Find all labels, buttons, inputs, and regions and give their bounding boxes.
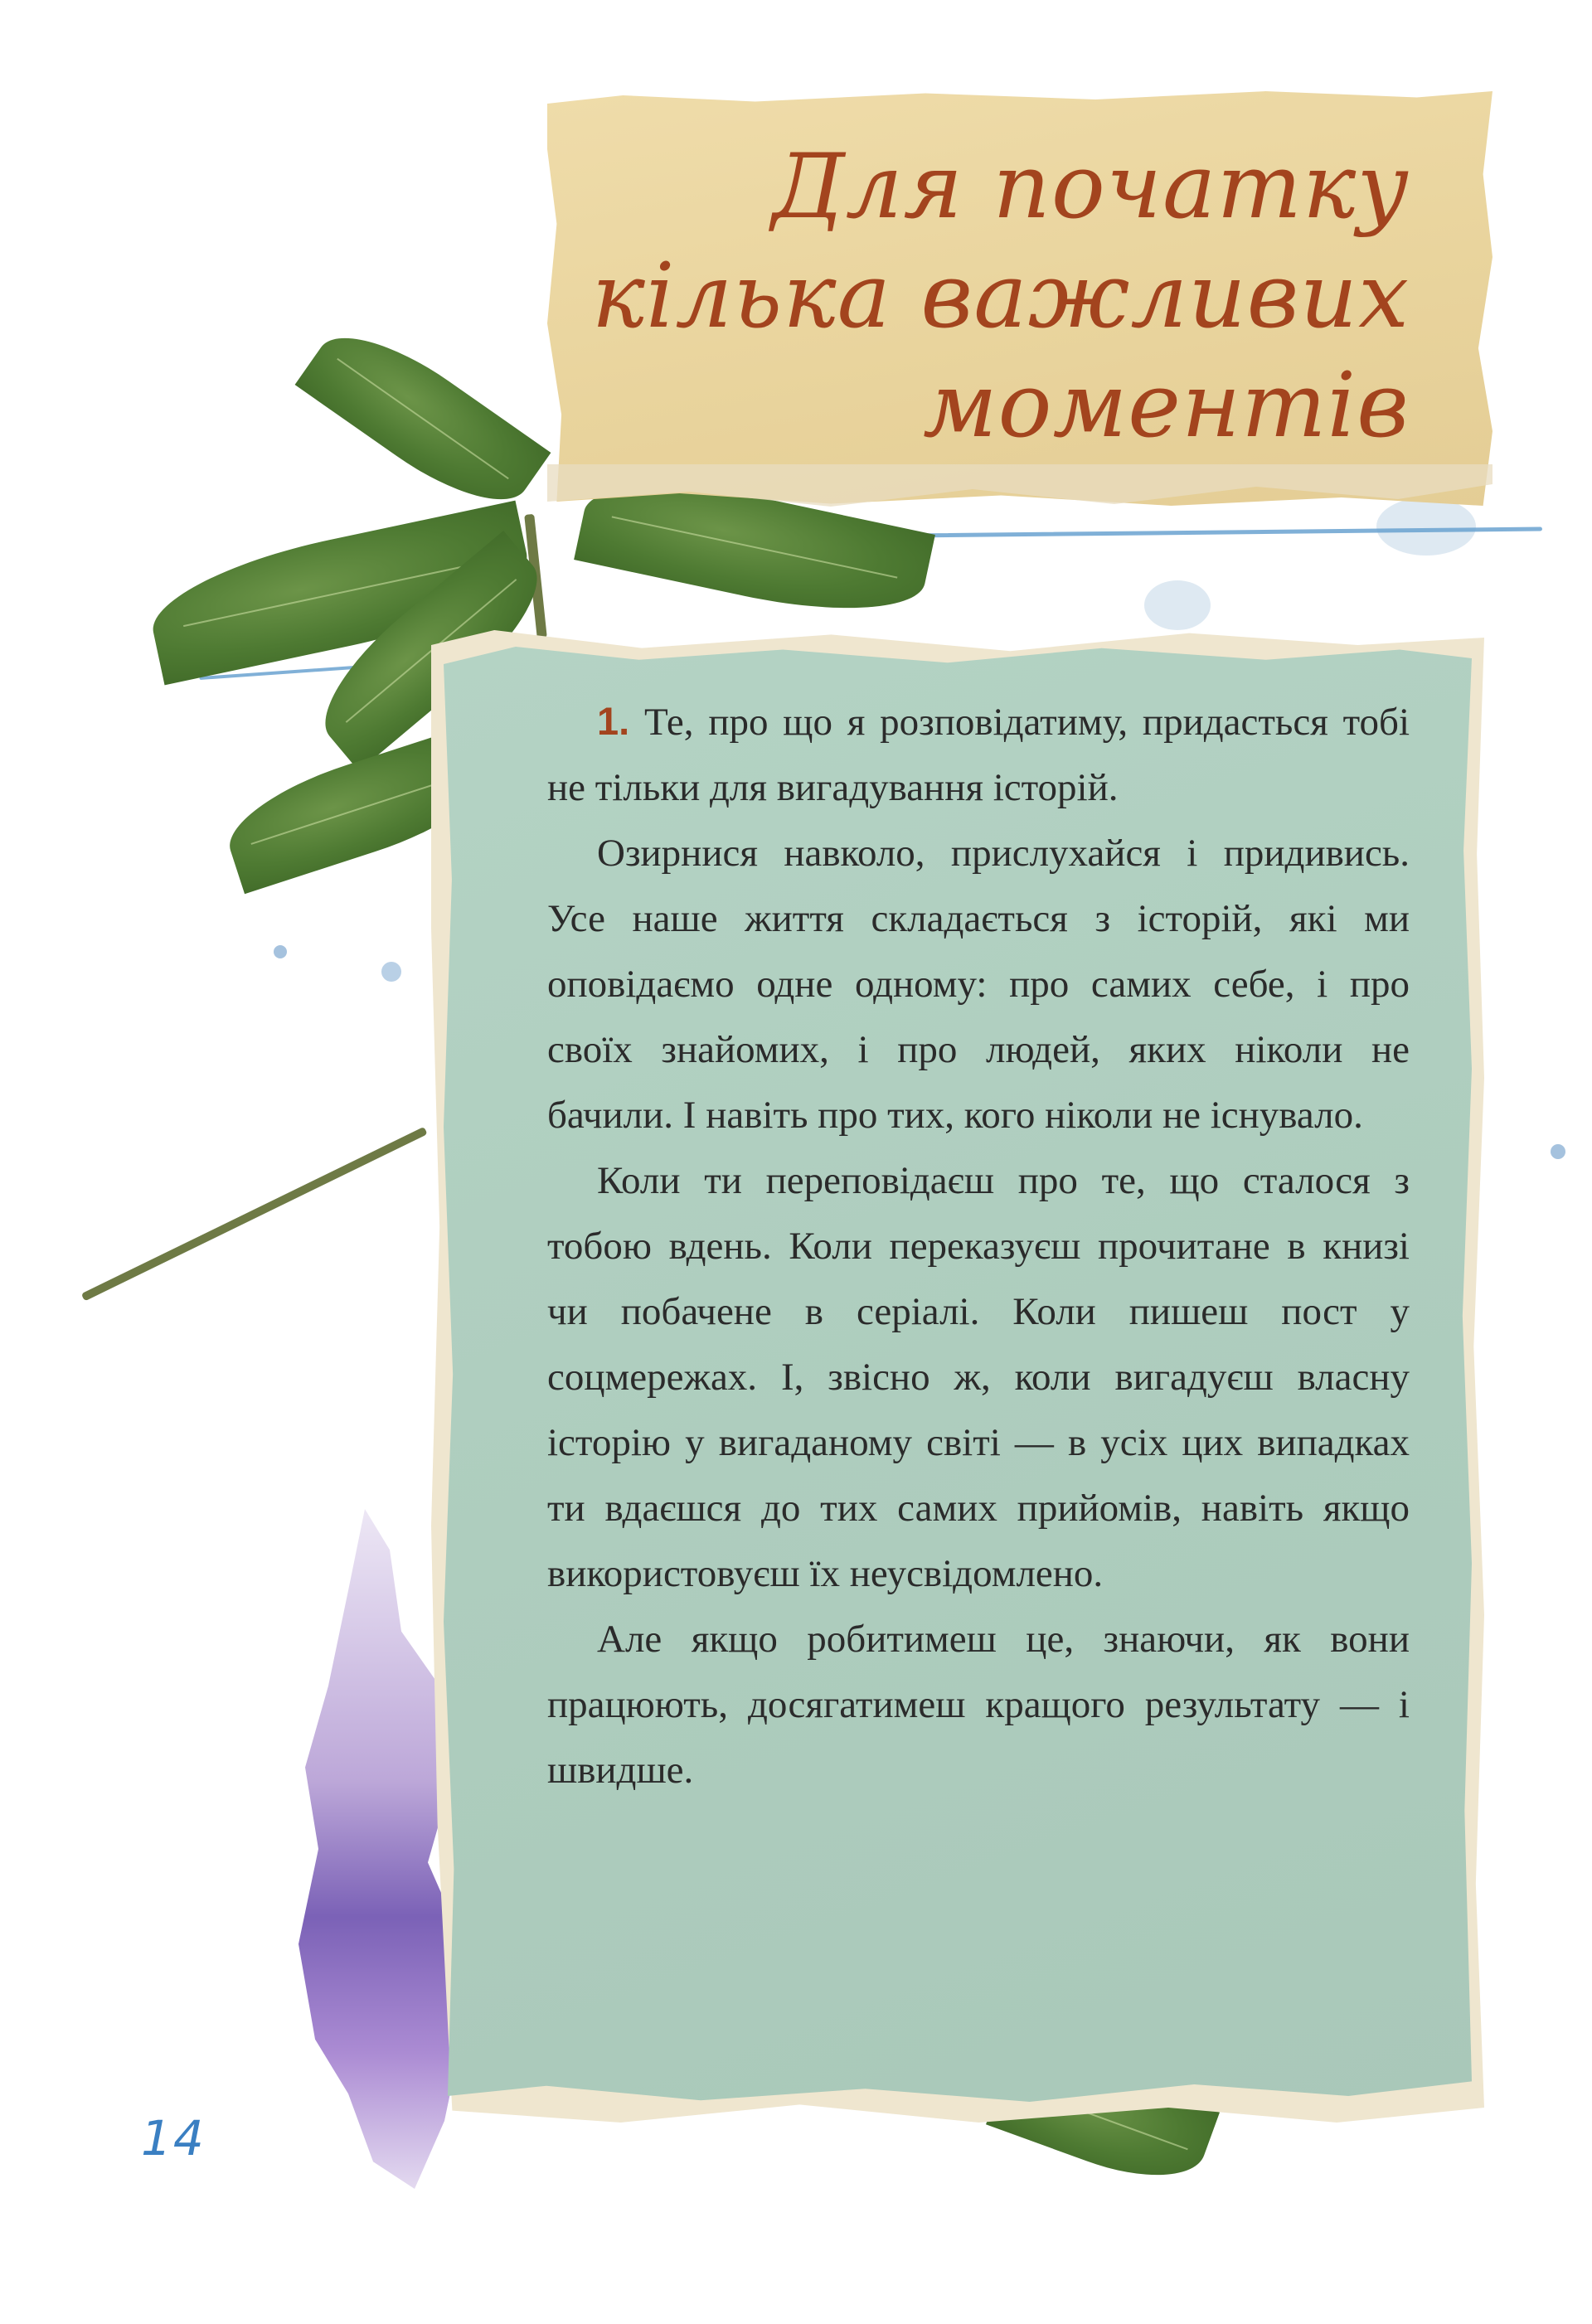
- twig-stem: [81, 1127, 428, 1302]
- blue-watercolor-blob: [1376, 497, 1476, 556]
- leaf-top: [295, 310, 551, 527]
- page-title-line: кількa важливих: [591, 245, 1410, 348]
- page-number: 14: [141, 2110, 206, 2166]
- blue-watercolor-blob: [1144, 580, 1211, 630]
- point-number: 1.: [597, 699, 630, 743]
- body-text: [547, 688, 1410, 1803]
- paragraph: [547, 688, 1410, 821]
- paragraph: Але якщо робитимеш це, знаючи, як вони працюють, досягатимеш кращого результату — і швидше.: [547, 1618, 1410, 1792]
- paragraph: Коли ти переповідаєш про те, що сталося з тобою вдень. Коли переказуєш прочитане в книзі чи побачене в серіалі. Коли пишеш пост у соцмережах. І, звісно ж, коли вигадуєш власну історію у вигаданому світі — в усіх цих випадках ти вдаєшся до тих самих прийомів, навіть якщо використовуєш їх неусвідомлено.: [547, 1159, 1410, 1595]
- blue-ink-dots: [1551, 1144, 1565, 1159]
- paragraph-text: Те, про що я розповідатиму, придасться тобі не тільки для вигадування історій.: [547, 701, 1410, 809]
- blue-ink-dots: [274, 945, 287, 958]
- page-title-line: Для початку: [771, 135, 1410, 239]
- page-title: [580, 133, 1410, 461]
- page-title-line: моментів: [923, 354, 1410, 458]
- blue-ink-dots: [381, 962, 401, 982]
- paragraph: Озирнися навколо, прислухайся і придивись. Усе наше життя складається з історій, які ми оповідаємо одне одному: про самих себе, і про своїх знайомих, і про людей, яких ніколи не бачили. І навіть про тих, кого ніколи не існувало.: [547, 832, 1410, 1137]
